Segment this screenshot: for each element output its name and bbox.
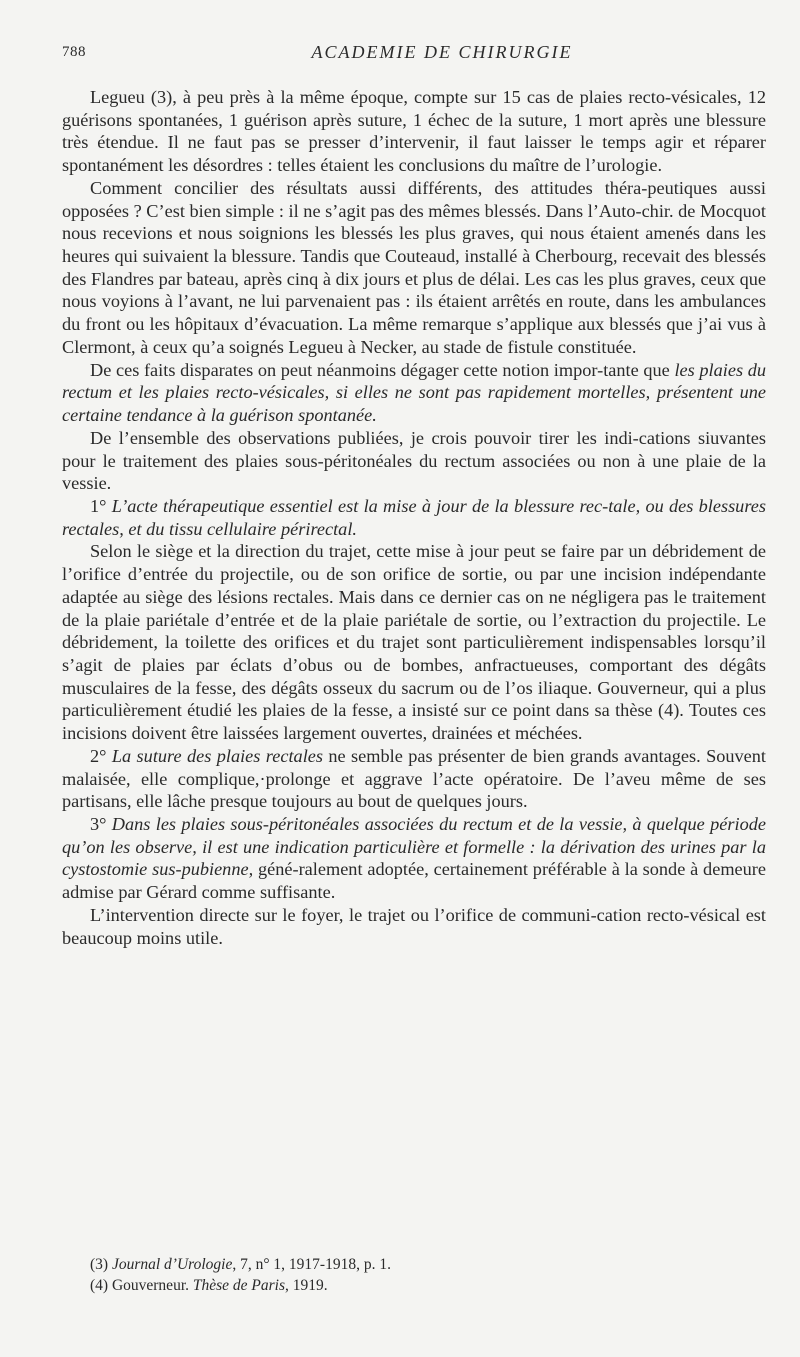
emphasis: L’acte thérapeutique essentiel est la mise à jour de la blessure rec-tale, ou des blessures rectales, et du tissu cellulaire périrectal. <box>62 495 766 539</box>
paragraph: Comment concilier des résultats aussi différents, des attitudes théra-peutiques aussi opposées ? C’est bien simple : il ne s’agit pas des mêmes blessés. Dans l’Auto-chir. de Mocquot nous recevions et nous soignions les blessés les plus graves, qui nous étaient amenés dans les heures qui suivaient la blessure. Tandis que Couteaud, installé à Cherbourg, recevait des blessés des Flandres par bateau, après cinq à dix jours et plus de délai. Les cas les plus graves, ceux que nous voyions à l’avant, ne lui parvenaient pas : ils étaient arrêtés en route, dans les ambulances du front ou les hôpitaux d’évacuation. La même remarque s’applique aux blessés que j’ai vus à Clermont, à ceux qu’a soignés Legueu à Necker, au stade de fistule constituée. <box>62 177 766 357</box>
footnote: (4) Gouverneur. Thèse de Paris, 1919. <box>90 1277 328 1294</box>
page-header <box>62 42 762 70</box>
paragraph: De l’ensemble des observations publiées, je crois pouvoir tirer les indi-cations siuvantes pour le traitement des plaies sous-péritonéales du rectum associées ou non à une plaie de la vessie. <box>62 427 766 494</box>
running-title: ACADEMIE DE CHIRURGIE <box>311 42 573 62</box>
paragraph: De ces faits disparates on peut néanmoins dégager cette notion impor-tante que les plaies du rectum et les plaies recto-vésicales, si elles ne sont pas rapidement mortelles, présentent une certaine tendance à la guérison spontanée. <box>62 359 767 426</box>
paragraph: 1° L’acte thérapeutique essentiel est la mise à jour de la blessure rec-tale, ou des blessures rectales, et du tissu cellulaire périrectal. <box>62 495 766 539</box>
emphasis: les plaies du rectum et les plaies recto-vésicales, si elles ne sont pas rapidement mortelles, présentent une certaine tendance à la guérison spontanée. <box>62 359 767 426</box>
paragraph: Legueu (3), à peu près à la même époque, compte sur 15 cas de plaies recto-vésicales, 12 guérisons spontanées, 1 guérison après suture, 1 échec de la suture, 1 mort après une blessure très étendue. Il ne faut pas se presser d’intervenir, il faut laisser le temps agir et réparer spontanément les désordres : telles étaient les conclusions du maître de l’urologie. <box>62 87 766 176</box>
paragraph: Selon le siège et la direction du trajet, cette mise à jour peut se faire par un débridement de l’orifice d’entrée du projectile, ou de son orifice de sortie, ou par une incision indépendante adaptée au siège des lésions rectales. Mais dans ce dernier cas on ne négligera pas le traitement de la plaie pariétale d’entrée et de la plaie pariétale de sortie, ou l’extraction du projectile. Le débridement, la toilette des orifices et du trajet sont particulièrement indispensables lorsqu’il s’agit de plaies par éclats d’obus ou de bombes, anfractueuses, comportant des dégâts musculaires de la fesse, des dégâts osseux du sacrum ou de l’os iliaque. Gouverneur, qui a plus particulièrement étudié les plaies de la fesse, a insisté sur ce point dans sa thèse (4). Toutes ces incisions doivent être laissées largement ouvertes, drainées et méchées. <box>62 541 766 744</box>
emphasis: Dans les plaies sous-péritonéales associées du rectum et de la vessie, à quelque période qu’on les observe, il est une indication particulière et formelle : la dérivation des urines par la cystostomie sus-pubienne, <box>62 814 766 880</box>
paragraph: 2° La suture des plaies rectales ne semble pas présenter de bien grands avantages. Souvent malaisée, elle complique,·prolonge et aggrave l’acte opératoire. De l’aveu même de ses partisans, elle lâche presque toujours au bout de quelques jours. <box>62 745 766 812</box>
paragraph: L’intervention directe sur le foyer, le trajet ou l’orifice de communi-cation recto-vésical est beaucoup moins utile. <box>62 904 766 948</box>
footnotes <box>90 1254 750 1296</box>
body-text <box>62 86 766 949</box>
page-number: 788 <box>62 44 86 60</box>
paragraph: 3° Dans les plaies sous-péritonéales associées du rectum et de la vessie, à quelque période qu’on les observe, il est une indication particulière et formelle : la dérivation des urines par la cystostomie sus-pubienne, géné-ralement adoptée, certainement préférable à la sonde à demeure admise par Gérard comme suffisante. <box>62 814 766 903</box>
footnote: (3) Journal d’Urologie, 7, n° 1, 1917-1918, p. 1. <box>90 1256 391 1273</box>
emphasis: La suture des plaies rectales <box>111 745 323 766</box>
